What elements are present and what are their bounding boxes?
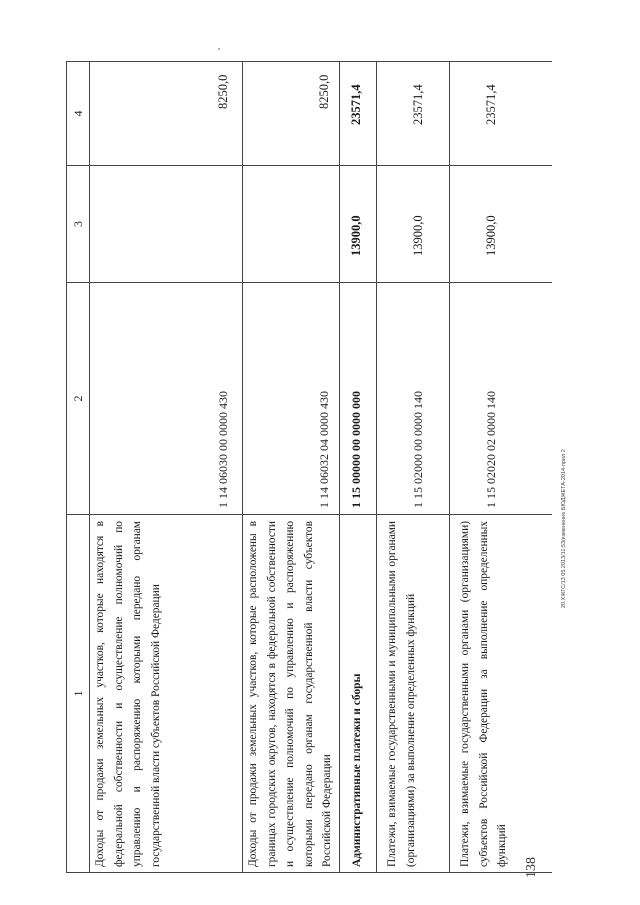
- row-col3-cell: [243, 166, 340, 283]
- header-cell-1: 1: [67, 515, 90, 873]
- row-code-cell: [340, 283, 377, 515]
- row-code: 1 14 06032 04 0000 430: [317, 391, 331, 508]
- row-code: 1 15 02000 00 0000 140: [411, 391, 425, 508]
- header-cell-4: 4: [67, 62, 90, 166]
- budget-table: [66, 61, 552, 873]
- row-col4-value: 8250,0: [317, 74, 331, 109]
- header-cell-2: 2: [67, 283, 90, 515]
- table-header-row: [67, 62, 90, 873]
- row-col3-value: 13900,0: [484, 215, 498, 256]
- row-col3-cell: [377, 166, 450, 283]
- row-col3-cell: [340, 166, 377, 283]
- header-cell-3: 3: [67, 166, 90, 283]
- scan-speck: [218, 48, 220, 50]
- rotated-table-stage: [66, 62, 546, 873]
- row-col3-cell: [450, 166, 553, 283]
- row-description: Доходы от продажи земельных участков, которые находятся в федеральной собственности и осуществление полномочий по управлению и распоряжению которыми передано органам государственной власти субъектов Российской Федерации: [90, 515, 243, 873]
- row-col3-cell: [90, 166, 243, 283]
- row-col4-cell: [90, 62, 243, 166]
- row-code: 1 14 06030 00 0000 430: [216, 391, 230, 508]
- table-row: [377, 62, 450, 873]
- table-row: [90, 62, 243, 873]
- row-col4-cell: [243, 62, 340, 166]
- row-col4-value: 23571,4: [411, 84, 425, 125]
- table-row: [450, 62, 553, 873]
- row-col4-value: 23571,4: [484, 84, 498, 125]
- row-col4-value: 23571,4: [349, 84, 363, 125]
- row-description: Административные платежи и сборы: [340, 515, 377, 873]
- row-col3-value: 13900,0: [349, 215, 363, 256]
- row-code-cell: [377, 283, 450, 515]
- page-number: 138: [524, 857, 539, 878]
- row-col4-cell: [340, 62, 377, 166]
- row-code-cell: [450, 283, 553, 515]
- row-description: Доходы от продажи земельных участков, которые расположены в границах городских округов, находятся в федеральной собственности и осуществление полномочий по управлению и распоряжению которыми передано органам государственной власти субъектов Российской Федерации: [243, 515, 340, 873]
- row-col4-cell: [450, 62, 553, 166]
- table-row: [243, 62, 340, 873]
- row-code-cell: [243, 283, 340, 515]
- table-row: [340, 62, 377, 873]
- row-col3-value: 13900,0: [411, 215, 425, 256]
- row-code-cell: [90, 283, 243, 515]
- file-path-note: 20.ХЖГС/13 05 2013/11:53/изменение БЮДЖЕТА-2014-прил 2: [561, 449, 567, 608]
- row-col4-value: 8250,0: [216, 74, 230, 109]
- row-description: Платежи, взимаемые государственными органами (организациями) субъектов Российской Федерации за выполнение определенных функций: [450, 515, 553, 873]
- row-code: 1 15 02020 02 0000 140: [484, 391, 498, 508]
- row-code: 1 15 00000 00 0000 000: [349, 391, 363, 508]
- row-description: Платежи, взимаемые государственными и муниципальными органами (организациями) за выполнение определенных функций: [377, 515, 450, 873]
- row-col4-cell: [377, 62, 450, 166]
